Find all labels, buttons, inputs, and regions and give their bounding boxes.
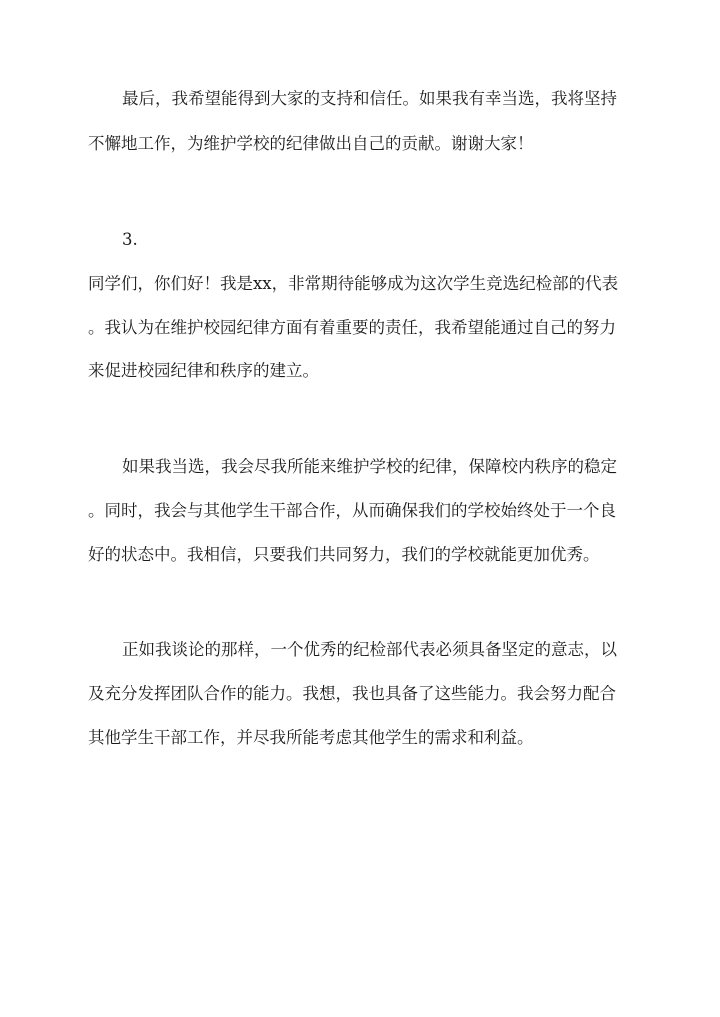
paragraph-4-line-1: 正如我谈论的那样，一个优秀的纪检部代表必须具备坚定的意志，以 <box>122 640 617 659</box>
paragraph-3-line-2: 。同时，我会与其他学生干部合作，从而确保我们的学校始终处于一个良 <box>88 501 616 520</box>
section-number: 3. <box>122 230 138 249</box>
paragraph-3-line-1: 如果我当选，我会尽我所能来维护学校的纪律，保障校内秩序的稳定 <box>122 457 617 476</box>
paragraph-3-line-3: 好的状态中。我相信，只要我们共同努力，我们的学校就能更加优秀。 <box>88 545 600 564</box>
paragraph-2-line-2: 。我认为在维护校园纪律方面有着重要的责任，我希望能通过自己的努力 <box>88 318 616 337</box>
paragraph-2-line-1: 同学们，你们好！我是xx，非常期待能够成为这次学生竞选纪检部的代表 <box>88 274 619 293</box>
paragraph-2-line-3: 来促进校园纪律和秩序的建立。 <box>88 361 319 380</box>
paragraph-1-line-2: 不懈地工作，为维护学校的纪律做出自己的贡献。谢谢大家！ <box>88 134 534 153</box>
paragraph-4-line-2: 及充分发挥团队合作的能力。我想，我也具备了这些能力。我会努力配合 <box>88 684 616 703</box>
paragraph-4-line-3: 其他学生干部工作，并尽我所能考虑其他学生的需求和利益。 <box>88 728 534 747</box>
paragraph-1-line-1: 最后，我希望能得到大家的支持和信任。如果我有幸当选，我将坚持 <box>122 89 617 108</box>
